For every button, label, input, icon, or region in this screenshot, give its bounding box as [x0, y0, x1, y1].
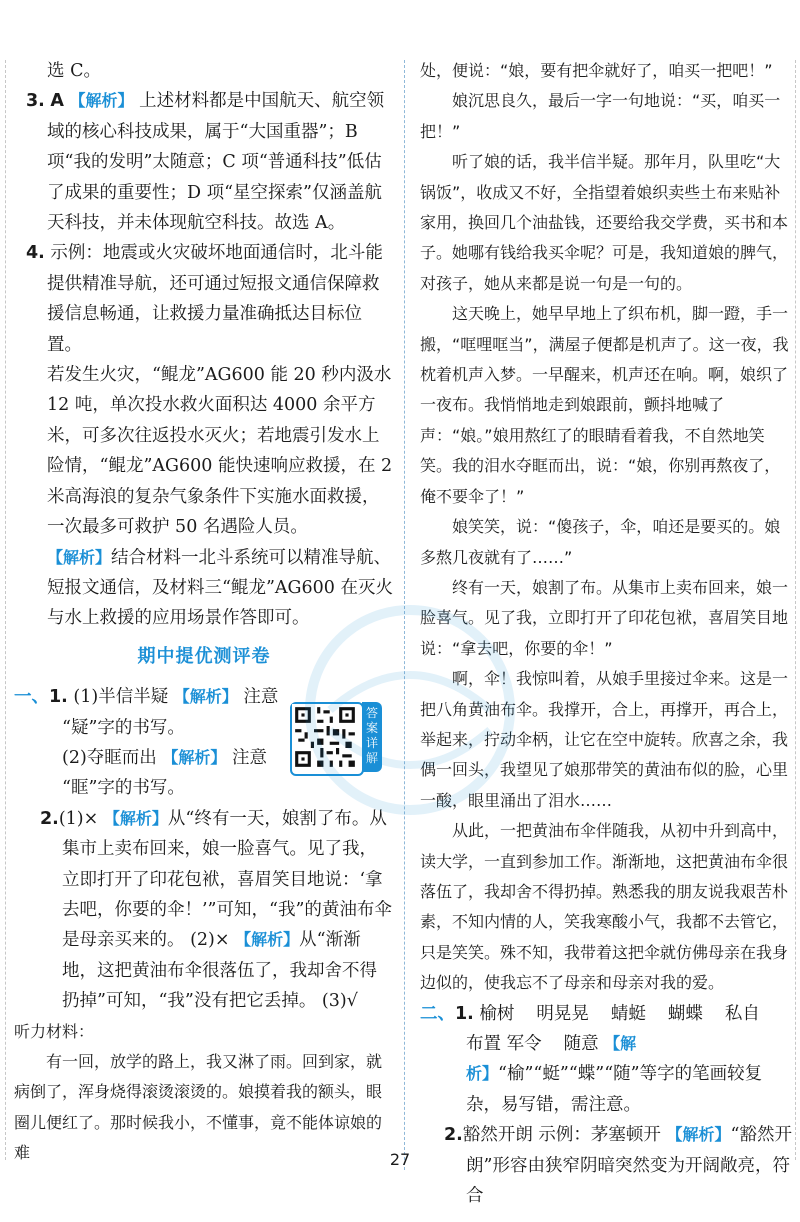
- q4-number: 4.: [26, 243, 45, 264]
- q3-answer: A: [50, 91, 64, 112]
- s1-q2-part3: (3)√: [321, 991, 358, 1012]
- s2-q1-word-5: 布置: [466, 1034, 501, 1054]
- s1-q1-b-tag: 【解析】: [162, 747, 227, 767]
- q4-analysis: [14, 543, 394, 634]
- q4-text-2: 若发生火灾，“鲲龙”AG600 能 20 秒内汲水 12 吨，单次投水救火面积达 4000 余平方米，可多次往返投水灭火；若地震引发水上险情，“鲲龙”AG600 能快速响应救援，在 2 米高海浪的复杂气象条件下实施水面救援，一次最多可救护 50 名遇险人员。: [47, 365, 393, 538]
- listening-paragraph-4: 这天晚上，她早早地上了织布机，脚一蹬，手一搬，“哐哩哐当”，满屋子便都是机声了。这一夜，我枕着机声入梦。一早醒来，机声还在响。啊，娘织了一夜布。我悄悄地走到娘跟前，颤抖地喊了声：“娘。”娘用熬红了的眼睛看着我，不自然地笑笑。我的泪水夺眶而出，说：“娘，你别再熬夜了，俺不要伞了！”: [420, 304, 789, 506]
- s2-q1-word-1: 明晃晃: [536, 1003, 589, 1024]
- s1-q2-number: 2.: [40, 808, 59, 829]
- listening-label: 听力材料：: [14, 1021, 95, 1041]
- listening-paragraph-1-cont: 处，便说：“娘，要有把伞就好了，咱买一把吧！”: [420, 61, 773, 80]
- s1-q2-text1: 从“终有一天，娘割了布。从集市上卖布回来，娘一脸喜气。见了我，立即打开了印花包袱，喜眉笑目地说：‘拿去吧，你要的伞！’”可知，“我”的黄油布伞是母亲买来的。: [62, 808, 392, 951]
- qr-code-icon: [292, 704, 358, 770]
- listening-paragraph-3: 听了娘的话，我半信半疑。那年月，队里吃“大锅饭”，收成又不好，全指望着娘织卖些土布来贴补家用，换回几个油盐钱，还要给我交学费，买书和本子。她哪有钱给我买伞呢？可是，我知道娘的脾气，对孩子，她从来都是说一句是一句的。: [420, 152, 789, 293]
- s1-q2-text2: 从“渐渐地，这把黄油布伞很落伍了，我却舍不得扔掉”可知，“我”没有把它丢掉。: [62, 930, 377, 1012]
- s1-q1-a-note1: 注意: [243, 687, 279, 708]
- listening-paragraph-1: 有一回，放学的路上，我又淋了雨。回到家，就病倒了，浑身烧得滚烫滚烫的。娘摸着我的额头，眼圈儿便红了。那时候我小，不懂事，竟不能体谅娘的难: [14, 1052, 383, 1163]
- left-column: [14, 56, 394, 1169]
- s1-q1-a-answer: (1)半信半疑: [73, 687, 169, 708]
- s2-q1-word-7: 随意: [563, 1034, 599, 1054]
- s2-q1-word-0: 榆树: [479, 1003, 515, 1024]
- listening-paragraph-5: 娘笑笑，说：“傻孩子，伞，咱还是要买的。娘多熬几夜就有了……”: [420, 517, 781, 567]
- s2-q2-tag: 【解析】: [666, 1125, 731, 1145]
- qr-code[interactable]: [290, 702, 364, 776]
- s2-q1-text: “榆”“蜓”“蝶”“随”等字的笔画较复杂，易写错，需注意。: [466, 1064, 763, 1115]
- s2-q1-word-2: 蜻蜓: [610, 1003, 646, 1024]
- q3-analysis-tag: 【解析】: [69, 91, 134, 111]
- q3-number: 3.: [26, 91, 45, 112]
- s1-q1-a-tag: 【解析】: [173, 687, 238, 707]
- s2-q2-example: 示例：茅塞顿开: [538, 1125, 661, 1146]
- s2-q2-answer: 豁然开朗: [462, 1125, 533, 1146]
- answer-continuation: 选 C。: [47, 61, 101, 81]
- s1-q1-b-note2: “眶”字的书写。: [62, 778, 185, 799]
- q4-text: 示例：地震或火灾破坏地面通信时，北斗能提供精准导航，还可通过短报文通信保障救援信息畅通，让救援力量准确抵达目标位置。: [47, 243, 383, 355]
- s1-q1-number: 1.: [49, 687, 68, 708]
- right-edge-line: [795, 60, 796, 1160]
- q3-analysis-text: 上述材料都是中国航天、航空领域的核心科技成果，属于“大国重器”；B 项“我的发明”太随意；C 项“普通科技”低估了成果的重要性；D 项“星空探索”仅涵盖航天科技，并未体现航空科技。故选 A。: [47, 91, 385, 234]
- listening-paragraph-6: 终有一天，娘割了布。从集市上卖布回来，娘一脸喜气。见了我，立即打开了印花包袱，喜眉笑目地说：“拿去吧，你要的伞！”: [420, 577, 789, 658]
- s1-q2: [14, 804, 394, 1017]
- q4-analysis-text: 结合材料一北斗系统可以精准导航、短报文通信，及材料三“鲲龙”AG600 在灭火与水上救援的应用场景作答即可。: [47, 547, 393, 629]
- s1-q1-b-note1: 注意: [231, 747, 267, 768]
- question-4: [14, 238, 394, 360]
- listening-paragraph-8: 从此，一把黄油布伞伴随我，从初中升到高中，读大学，一直到参加工作。渐渐地，这把黄油布伞很落伍了，我却舍不得扔掉。熟悉我的朋友说我艰苦朴素，不知内情的人，笑我寒酸小气，我都不去管它，只是笑笑。殊不知，我带着这把伞就仿佛母亲在我身边似的，使我忘不了母亲和母亲对我的爱。: [420, 821, 789, 993]
- question-3: [14, 86, 394, 238]
- s2-q1-word-6: 军令: [506, 1034, 542, 1054]
- right-column: [420, 56, 792, 1211]
- s2-q1-tag: 【解析】: [466, 1034, 637, 1084]
- s1-q2-part1: (1)×: [58, 808, 99, 829]
- s1-q2-tag1: 【解析】: [103, 808, 168, 828]
- page-number: 27: [389, 1150, 411, 1169]
- listening-paragraph-7: 啊，伞！我惊叫着，从娘手里接过伞来。这是一把八角黄油布伞。我撑开，合上，再撑开，再合上，举起来，拧动伞柄，让它在空中旋转。欣喜之余，我偶一回头，我望见了娘那带笑的黄油布似的脸，心里一酸，眼里涌出了泪水……: [420, 669, 789, 810]
- s1-q1-b-answer: (2)夺眶而出: [62, 747, 157, 768]
- s2-q1-word-4: 私自: [724, 1003, 760, 1024]
- q4-analysis-tag: 【解析】: [47, 547, 112, 567]
- s1-q2-tag2: 【解析】: [235, 930, 300, 950]
- s2-q1-word-3: 蝴蝶: [667, 1003, 703, 1024]
- section-2-label: 二、: [420, 1003, 455, 1024]
- s2-q2-text: “豁然开朗”形容由狭窄阴暗突然变为开阔敞亮，符合: [466, 1125, 792, 1207]
- listening-paragraph-2: 娘沉思良久，最后一字一句地说：“买，咱买一把！”: [420, 91, 781, 141]
- s2-q2-number: 2.: [444, 1125, 463, 1146]
- s1-q2-part2: (2)×: [190, 930, 230, 951]
- s2-q1: [420, 999, 792, 1121]
- column-divider: [404, 60, 405, 1170]
- s2-q1-number: 1.: [455, 1003, 474, 1024]
- section-1-label: 一、: [14, 687, 49, 708]
- s1-q1-a-note2: “疑”字的书写。: [62, 717, 185, 738]
- section-title: 期中提优测评卷: [137, 645, 271, 667]
- left-edge-line: [5, 60, 6, 1160]
- qr-label: 答案详解: [362, 702, 382, 772]
